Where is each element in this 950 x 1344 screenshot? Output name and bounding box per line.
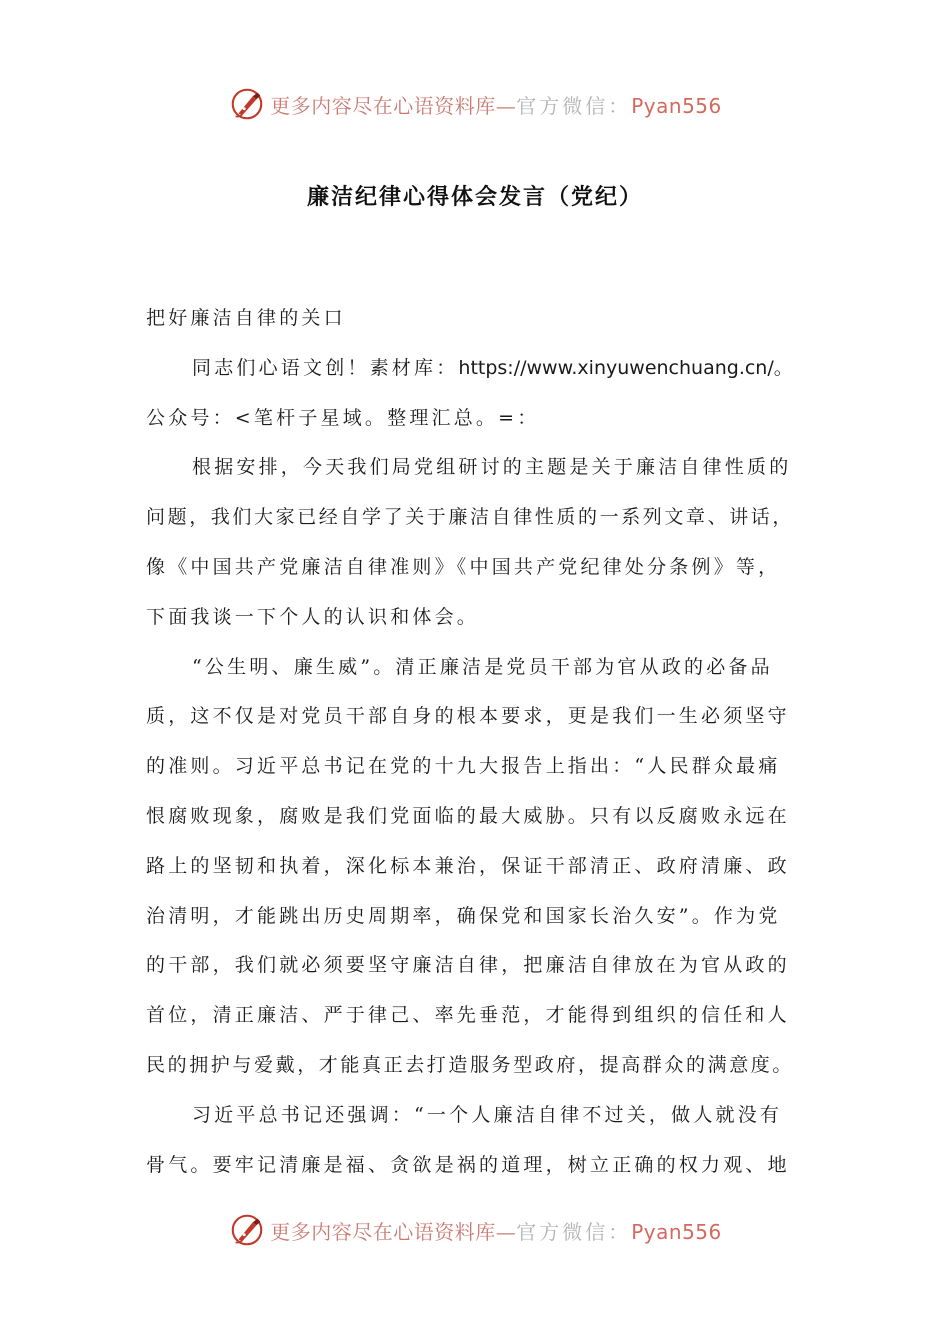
watermark-wechat-label: 官方微信： (516, 93, 632, 118)
paragraph-line: 质，这不仅是对党员干部自身的根本要求，更是我们一生必须坚守 (146, 705, 790, 728)
watermark-wechat-label: 官方微信： (516, 1219, 632, 1244)
website-url: https://www.xinyuwenchuang.cn/ (458, 356, 774, 379)
paragraph-line (146, 344, 810, 394)
watermark-library-text: 更多内容尽在心语资料库 (270, 93, 496, 118)
watermark-dash: — (495, 93, 517, 118)
paragraph-line: 治清明，才能跳出历史周期率，确保党和国家长治久安”。作为党 (146, 904, 781, 927)
paragraph-line: 像《中国共产党廉洁自律准则》《中国共产党纪律处分条例》等， (146, 555, 781, 578)
intro-period: 。 (773, 356, 796, 379)
paragraph-line: 骨气。要牢记清廉是福、贪欲是祸的道理，树立正确的权力观、地 (146, 1153, 790, 1176)
section-heading: 把好廉洁自律的关口 (146, 307, 346, 329)
paragraph-line: 的准则。习近平总书记在党的十九大报告上指出：“人民群众最痛 (146, 755, 781, 778)
paragraph-line: 问题，我们大家已经自学了关于廉洁自律性质的一系列文章、讲话， (146, 506, 795, 529)
paragraph-line: 民的拥护与爱戴，才能真正去打造服务型政府，提高群众的满意度。 (146, 1053, 795, 1076)
watermark-library-text: 更多内容尽在心语资料库 (270, 1219, 496, 1244)
paragraph-line: 的干部，我们就必须要坚守廉洁自律，把廉洁自律放在为官从政的 (146, 954, 790, 977)
watermark-text (270, 90, 722, 119)
watermark-dash: — (495, 1219, 517, 1244)
watermark-text (270, 1216, 722, 1245)
paragraph-line: 路上的坚韧和执着，深化标本兼治，保证干部清正、政府清廉、政 (146, 854, 790, 877)
paragraph-line: 首位，清正廉洁、严于律己、率先垂范，才能得到组织的信任和人 (146, 1004, 790, 1027)
intro-text: 同志们心语文创！素材库： (192, 356, 459, 379)
paragraph-line: 公众号：<笔杆子星域。整理汇总。=： (146, 406, 540, 429)
watermark-wechat-id: Pyan556 (631, 1219, 722, 1244)
watermark-wechat-id: Pyan556 (631, 93, 722, 118)
document-body (146, 294, 810, 1190)
pen-nib-logo-icon (228, 1211, 266, 1249)
paragraph-line: “公生明、廉生威”。清正廉洁是党员干部为官从政的必备品 (192, 655, 773, 678)
paragraph-line: 恨腐败现象，腐败是我们党面临的最大威胁。只有以反腐败永远在 (146, 804, 790, 827)
pen-nib-logo-icon (228, 85, 266, 123)
paragraph-line: 下面我谈一下个人的认识和体会。 (146, 605, 480, 628)
header-watermark (0, 82, 950, 126)
paragraph-line: 根据安排，今天我们局党组研讨的主题是关于廉洁自律性质的 (192, 456, 792, 479)
paragraph-line: 习近平总书记还强调：“一个人廉洁自律不过关，做人就没有 (192, 1103, 783, 1126)
footer-watermark (0, 1208, 950, 1252)
document-title: 廉洁纪律心得体会发言（党纪） (306, 185, 643, 210)
